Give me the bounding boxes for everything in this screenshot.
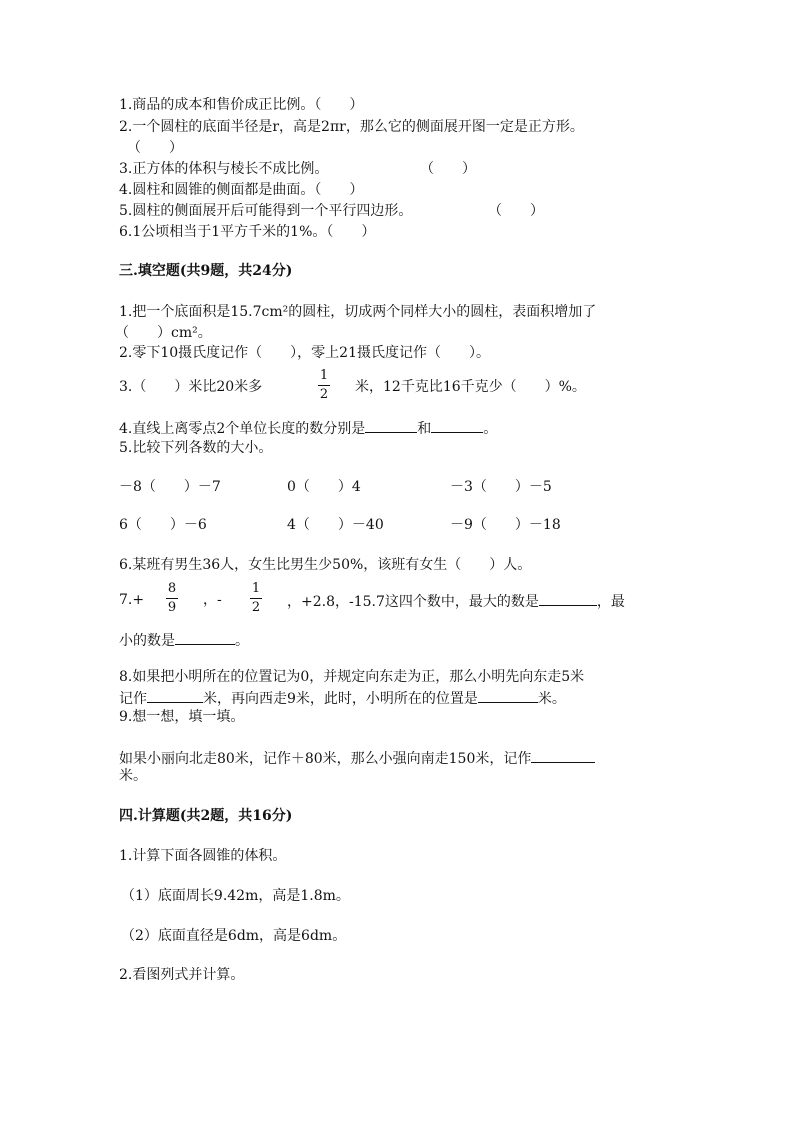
- fill-question-7-line2: [119, 630, 249, 650]
- fill-question-3b: 米，12千克比16千克少（ ）%。: [355, 379, 586, 395]
- fill-question-9-end: 米。: [119, 768, 147, 784]
- fraction-bar: [318, 385, 330, 386]
- answer-blank[interactable]: [147, 688, 203, 703]
- fraction-denominator: 2: [319, 387, 329, 402]
- fraction-eight-ninths: [166, 581, 178, 616]
- fraction-bar: [250, 598, 262, 599]
- tf-question-5: 5.圆柱的侧面展开后可能得到一个平行四边形。: [119, 203, 413, 219]
- fill-question-7-prefix: 7.+: [119, 592, 145, 608]
- fill-question-6: 6.某班有男生36人，女生比男生少50%，该班有女生（ ）人。: [119, 557, 532, 573]
- section-3-title: 三.填空题(共9题，共24分): [119, 263, 293, 279]
- tf-question-1: 1.商品的成本和售价成正比例。（ ）: [119, 97, 364, 113]
- q8-mid: 米，再向西走9米，此时，小明所在的位置是: [203, 691, 478, 707]
- answer-blank[interactable]: [175, 630, 235, 645]
- section-4-title: 四.计算题(共2题，共16分): [119, 808, 293, 824]
- compare-item-5: 4（ ）－40: [287, 517, 384, 533]
- fill-question-4: [119, 418, 497, 438]
- calc-question-1-part-1: （1）底面周长9.42m，高是1.8m。: [121, 888, 350, 904]
- fill-question-8: 8.如果把小明所在的位置记为0，并规定向东走为正，那么小明先向东走5米: [119, 669, 585, 685]
- q7-min-text: 小的数是: [119, 633, 175, 649]
- fill-question-8-line2: [119, 688, 566, 708]
- fraction-numerator: 8: [167, 581, 177, 596]
- fraction-numerator: 1: [251, 581, 261, 596]
- tf-question-3: 3.正方体的体积与棱长不成比例。: [119, 161, 329, 177]
- fill-question-1-blank: （ ）cm²。: [115, 325, 212, 341]
- answer-blank[interactable]: [478, 688, 538, 703]
- tf-question-6: 6.1公顷相当于1平方千米的1%。（ ）: [119, 224, 376, 240]
- q8-end: 米。: [537, 691, 566, 707]
- q7-tail: ，最: [596, 594, 625, 610]
- fill-question-9: 9.想一想，填一填。: [119, 709, 245, 725]
- fill-question-1: 1.把一个底面积是15.7cm²的圆柱，切成两个同样大小的圆柱，表面积增加了: [119, 304, 597, 320]
- q9-text: 如果小丽向北走80米，记作＋80米，那么小强向南走150米，记作: [119, 751, 532, 767]
- tf-answer-paren-2[interactable]: （ ）: [127, 140, 183, 156]
- tf-answer-paren-3[interactable]: （ ）: [420, 161, 476, 177]
- compare-item-1: －8（ ）－7: [119, 479, 221, 495]
- q4-end: 。: [483, 421, 498, 437]
- answer-blank[interactable]: [431, 418, 483, 433]
- q7-end: 。: [235, 633, 249, 649]
- fill-question-7-rest: [287, 591, 625, 611]
- fraction-bar: [166, 598, 178, 599]
- q7-text: ，+2.8，-15.7这四个数中，最大的数是: [287, 594, 539, 610]
- tf-question-4: 4.圆柱和圆锥的侧面都是曲面。（ ）: [119, 182, 364, 198]
- compare-item-6: －9（ ）－18: [450, 517, 561, 533]
- compare-item-4: 6（ ）－6: [119, 517, 207, 533]
- fraction-numerator: 1: [319, 368, 329, 383]
- compare-item-2: 0（ ）4: [287, 479, 361, 495]
- calc-question-2: 2.看图列式并计算。: [119, 967, 245, 983]
- fraction-denominator: 9: [167, 600, 177, 615]
- fill-question-7-sep: ，-: [203, 592, 222, 608]
- q8-text: 记作: [119, 691, 147, 707]
- fraction-one-half: [250, 581, 262, 616]
- fill-question-2: 2.零下10摄氏度记作（ ），零上21摄氏度记作（ ）。: [119, 345, 490, 361]
- q4-text: 4.直线上离零点2个单位长度的数分别是: [119, 421, 366, 437]
- answer-blank[interactable]: [531, 748, 595, 763]
- compare-item-3: －3（ ）－5: [450, 479, 552, 495]
- fill-question-5: 5.比较下列各数的大小。: [119, 440, 273, 456]
- fill-question-9-body: [119, 748, 595, 768]
- tf-answer-paren-5[interactable]: （ ）: [488, 203, 544, 219]
- calc-question-1: 1.计算下面各圆锥的体积。: [119, 848, 287, 864]
- tf-question-2: 2.一个圆柱的底面半径是r，高是2πr，那么它的侧面展开图一定是正方形。: [119, 119, 584, 135]
- answer-blank[interactable]: [365, 418, 417, 433]
- answer-blank[interactable]: [539, 591, 597, 606]
- q4-and: 和: [417, 421, 432, 437]
- fraction-half: [318, 368, 330, 403]
- fill-question-3a: 3.（ ）米比20米多: [119, 379, 263, 395]
- calc-question-1-part-2: （2）底面直径是6dm，高是6dm。: [121, 928, 347, 944]
- fraction-denominator: 2: [251, 600, 261, 615]
